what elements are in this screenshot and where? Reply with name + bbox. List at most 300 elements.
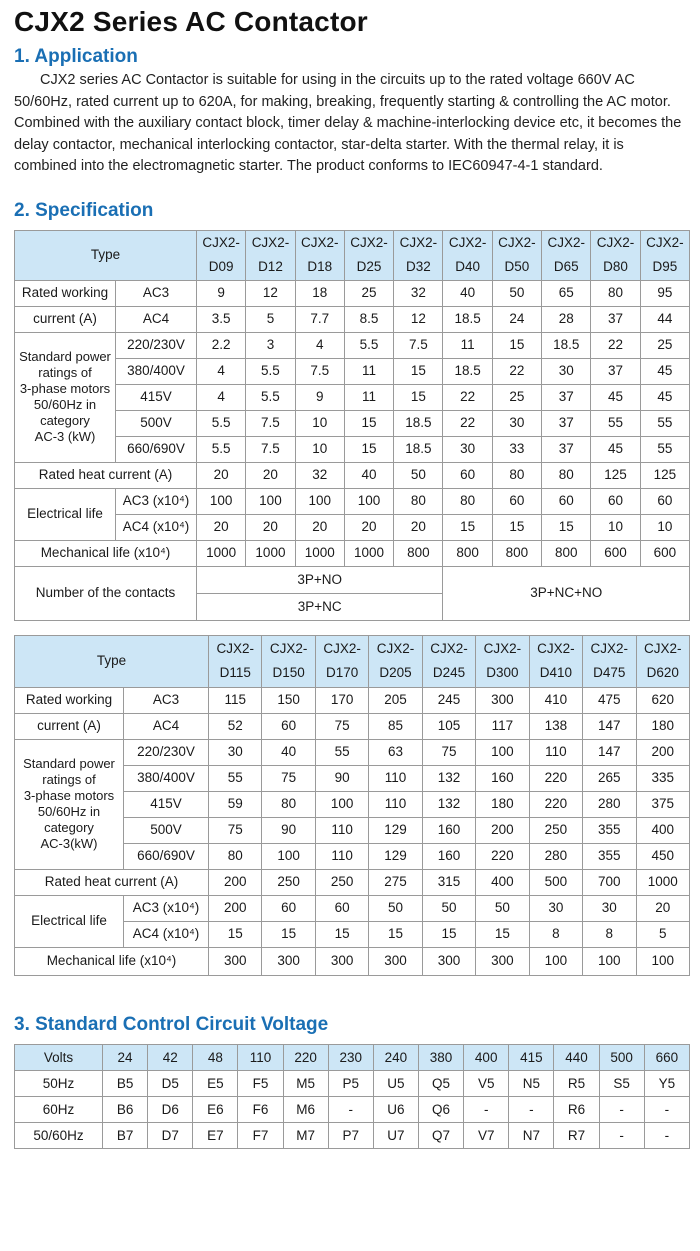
value-cell: 125 bbox=[591, 462, 640, 488]
model-code: D115 bbox=[219, 665, 251, 680]
spec-header-row bbox=[15, 230, 690, 280]
value-cell: 200 bbox=[209, 869, 262, 895]
ac3-label: AC3 bbox=[116, 280, 197, 306]
value-cell: 45 bbox=[591, 384, 640, 410]
power-label-line: ratings of bbox=[38, 365, 92, 380]
value-cell: 100 bbox=[583, 947, 636, 975]
value-cell: 15 bbox=[394, 358, 443, 384]
value-cell: 132 bbox=[422, 765, 475, 791]
coil-code: V5 bbox=[464, 1070, 509, 1096]
value-cell: 22 bbox=[591, 332, 640, 358]
coil-code: R7 bbox=[554, 1122, 599, 1148]
model-header-d25 bbox=[344, 230, 393, 280]
value-cell: 90 bbox=[262, 817, 315, 843]
value-cell: 20 bbox=[295, 514, 344, 540]
model-code: D18 bbox=[307, 259, 333, 274]
value-cell: 37 bbox=[591, 306, 640, 332]
value-cell: 55 bbox=[209, 765, 262, 791]
coil-code: B7 bbox=[103, 1122, 148, 1148]
value-cell: 80 bbox=[492, 462, 541, 488]
coil-code: - bbox=[464, 1096, 509, 1122]
value-cell: 138 bbox=[529, 713, 582, 739]
value-cell: 105 bbox=[422, 713, 475, 739]
coil-code: F6 bbox=[238, 1096, 283, 1122]
value-cell: 250 bbox=[315, 869, 368, 895]
coil-code: E7 bbox=[193, 1122, 238, 1148]
spec-header-row bbox=[15, 635, 690, 687]
power-label-line: 3-phase motors bbox=[19, 381, 111, 396]
model-code: D65 bbox=[553, 259, 579, 274]
voltage-380-label: 380/400V bbox=[124, 765, 209, 791]
frequency-label: 60Hz bbox=[15, 1096, 103, 1122]
value-cell: 4 bbox=[197, 384, 246, 410]
value-cell: 25 bbox=[492, 384, 541, 410]
control-voltage-table bbox=[14, 1044, 690, 1149]
model-code: D80 bbox=[603, 259, 628, 274]
application-heading: 1. Application bbox=[14, 46, 138, 67]
volts-label: Volts bbox=[15, 1044, 103, 1070]
value-cell: 355 bbox=[583, 817, 636, 843]
value-cell: 63 bbox=[369, 739, 422, 765]
value-cell: 15 bbox=[422, 921, 475, 947]
model-code: D40 bbox=[455, 259, 481, 274]
life-ac3-label: AC3 (x10⁴) bbox=[124, 895, 209, 921]
value-cell: 250 bbox=[262, 869, 315, 895]
coil-code: - bbox=[644, 1096, 689, 1122]
model-code: D205 bbox=[379, 665, 412, 680]
value-cell: 280 bbox=[583, 791, 636, 817]
coil-code: M7 bbox=[283, 1122, 328, 1148]
model-header-d115 bbox=[209, 635, 262, 687]
value-cell: 30 bbox=[529, 895, 582, 921]
model-header-d40 bbox=[443, 230, 492, 280]
value-cell: 15 bbox=[443, 514, 492, 540]
value-cell: 10 bbox=[295, 410, 344, 436]
value-cell: 7.5 bbox=[246, 410, 295, 436]
coil-code: D7 bbox=[148, 1122, 193, 1148]
power-label-line: 3-phase motors bbox=[23, 788, 115, 803]
value-cell: 5 bbox=[636, 921, 690, 947]
model-series: CJX2- bbox=[646, 235, 684, 250]
value-cell: 100 bbox=[315, 791, 368, 817]
model-series: CJX2- bbox=[596, 235, 635, 250]
model-series: CJX2- bbox=[269, 641, 308, 656]
value-cell: 55 bbox=[315, 739, 368, 765]
coil-code: P7 bbox=[328, 1122, 373, 1148]
value-cell: 10 bbox=[591, 514, 640, 540]
contacts-value-a: 3P+NO bbox=[197, 566, 443, 593]
value-cell: 100 bbox=[197, 488, 246, 514]
value-cell: 275 bbox=[369, 869, 422, 895]
heat-current-label: Rated heat current (A) bbox=[15, 462, 197, 488]
contacts-row bbox=[15, 566, 690, 593]
coil-code: U5 bbox=[373, 1070, 418, 1096]
value-cell: 1000 bbox=[636, 869, 690, 895]
value-cell: 20 bbox=[344, 514, 393, 540]
value-cell: 450 bbox=[636, 843, 690, 869]
value-cell: 60 bbox=[262, 713, 315, 739]
frequency-label: 50/60Hz bbox=[15, 1122, 103, 1148]
power-label-line: AC-3 (kW) bbox=[34, 429, 96, 444]
value-cell: 50 bbox=[422, 895, 475, 921]
value-cell: 40 bbox=[443, 280, 492, 306]
value-cell: 11 bbox=[344, 384, 393, 410]
model-series: CJX2- bbox=[498, 235, 536, 250]
power-660-row bbox=[15, 436, 690, 462]
value-cell: 220 bbox=[476, 843, 529, 869]
model-series: CJX2- bbox=[300, 235, 339, 250]
type-label: Type bbox=[15, 635, 209, 687]
value-cell: 800 bbox=[394, 540, 443, 566]
model-code: D620 bbox=[646, 665, 679, 680]
value-cell: 10 bbox=[295, 436, 344, 462]
mechanical-life-label: Mechanical life (x10⁴) bbox=[15, 947, 209, 975]
application-text: CJX2 series AC Contactor is suitable for using in the circuits up to the rated voltage 660V AC 50/60Hz, rated current up to 620A, for making, breaking, frequently starting & controlling the AC motor. Combined with the auxiliary contact block, timer delay & machine-interlocking device etc, it becomes the delay contactor, mechanical interlocking contactor, star-delta starter. With the thermal relay, it is combined into the electromagnetic starter. The product conforms to IEC60947-4-1 standard. bbox=[14, 72, 682, 174]
volt-value: 500 bbox=[599, 1044, 644, 1070]
volt-value: 24 bbox=[103, 1044, 148, 1070]
value-cell: 25 bbox=[344, 280, 393, 306]
value-cell: 100 bbox=[246, 488, 295, 514]
value-cell: 100 bbox=[476, 739, 529, 765]
coil-code: - bbox=[328, 1096, 373, 1122]
value-cell: 20 bbox=[394, 514, 443, 540]
value-cell: 115 bbox=[209, 687, 262, 713]
value-cell: 300 bbox=[369, 947, 422, 975]
model-code: D245 bbox=[432, 665, 466, 680]
value-cell: 80 bbox=[262, 791, 315, 817]
value-cell: 129 bbox=[369, 817, 422, 843]
value-cell: 80 bbox=[209, 843, 262, 869]
power-220-row bbox=[15, 739, 690, 765]
value-cell: 315 bbox=[422, 869, 475, 895]
value-cell: 75 bbox=[315, 713, 368, 739]
value-cell: 22 bbox=[443, 384, 492, 410]
value-cell: 3.5 bbox=[197, 306, 246, 332]
value-cell: 80 bbox=[591, 280, 640, 306]
value-cell: 18.5 bbox=[443, 306, 492, 332]
model-series: CJX2- bbox=[448, 235, 487, 250]
value-cell: 15 bbox=[492, 332, 541, 358]
coil-code: N5 bbox=[509, 1070, 554, 1096]
value-cell: 200 bbox=[209, 895, 262, 921]
power-ratings-label bbox=[15, 739, 124, 869]
value-cell: 37 bbox=[542, 436, 591, 462]
coil-code: N7 bbox=[509, 1122, 554, 1148]
power-label-line: category bbox=[40, 413, 90, 428]
value-cell: 15 bbox=[344, 436, 393, 462]
coil-code: S5 bbox=[599, 1070, 644, 1096]
model-series: CJX2- bbox=[430, 641, 468, 656]
value-cell: 5.5 bbox=[197, 410, 246, 436]
value-cell: 18.5 bbox=[394, 436, 443, 462]
model-series: CJX2- bbox=[537, 641, 575, 656]
value-cell: 600 bbox=[640, 540, 689, 566]
model-header-d620 bbox=[636, 635, 690, 687]
value-cell: 30 bbox=[209, 739, 262, 765]
life-ac4-label: AC4 (x10⁴) bbox=[116, 514, 197, 540]
value-cell: 400 bbox=[476, 869, 529, 895]
value-cell: 45 bbox=[640, 384, 689, 410]
coil-code: B6 bbox=[103, 1096, 148, 1122]
model-header-d475 bbox=[583, 635, 636, 687]
coil-code: P5 bbox=[328, 1070, 373, 1096]
specification-heading: 2. Specification bbox=[14, 199, 154, 221]
value-cell: 200 bbox=[476, 817, 529, 843]
volt-value: 380 bbox=[418, 1044, 463, 1070]
model-code: D300 bbox=[486, 665, 519, 680]
model-series: CJX2- bbox=[251, 235, 290, 250]
value-cell: 7.7 bbox=[295, 306, 344, 332]
value-cell: 600 bbox=[591, 540, 640, 566]
model-header-d300 bbox=[476, 635, 529, 687]
value-cell: 5.5 bbox=[246, 358, 295, 384]
model-series: CJX2- bbox=[350, 235, 388, 250]
coil-code: R6 bbox=[554, 1096, 599, 1122]
value-cell: 1000 bbox=[344, 540, 393, 566]
value-cell: 80 bbox=[542, 462, 591, 488]
heat-current-row bbox=[15, 869, 690, 895]
value-cell: 245 bbox=[422, 687, 475, 713]
value-cell: 60 bbox=[542, 488, 591, 514]
value-cell: 355 bbox=[583, 843, 636, 869]
value-cell: 500 bbox=[529, 869, 582, 895]
value-cell: 12 bbox=[394, 306, 443, 332]
model-code: D475 bbox=[593, 665, 626, 680]
value-cell: 8 bbox=[529, 921, 582, 947]
model-code: D410 bbox=[539, 665, 572, 680]
coil-code: E6 bbox=[193, 1096, 238, 1122]
value-cell: 300 bbox=[262, 947, 315, 975]
frequency-label: 50Hz bbox=[15, 1070, 103, 1096]
model-series: CJX2- bbox=[483, 641, 522, 656]
volt-value: 48 bbox=[193, 1044, 238, 1070]
value-cell: 20 bbox=[246, 514, 295, 540]
model-header-d150 bbox=[262, 635, 315, 687]
voltage-660-label: 660/690V bbox=[116, 436, 197, 462]
volt-value: 220 bbox=[283, 1044, 328, 1070]
value-cell: 15 bbox=[394, 384, 443, 410]
value-cell: 12 bbox=[246, 280, 295, 306]
value-cell: 117 bbox=[476, 713, 529, 739]
model-series: CJX2- bbox=[590, 641, 629, 656]
value-cell: 11 bbox=[443, 332, 492, 358]
coil-code: U7 bbox=[373, 1122, 418, 1148]
value-cell: 80 bbox=[394, 488, 443, 514]
power-500-row bbox=[15, 410, 690, 436]
value-cell: 15 bbox=[344, 410, 393, 436]
model-header-d18 bbox=[295, 230, 344, 280]
value-cell: 1000 bbox=[246, 540, 295, 566]
value-cell: 30 bbox=[583, 895, 636, 921]
coil-code: Q5 bbox=[418, 1070, 463, 1096]
value-cell: 40 bbox=[344, 462, 393, 488]
value-cell: 620 bbox=[636, 687, 690, 713]
voltage-220-label: 220/230V bbox=[124, 739, 209, 765]
volt-value: 240 bbox=[373, 1044, 418, 1070]
value-cell: 300 bbox=[315, 947, 368, 975]
value-cell: 180 bbox=[476, 791, 529, 817]
value-cell: 60 bbox=[443, 462, 492, 488]
value-cell: 10 bbox=[640, 514, 689, 540]
value-cell: 55 bbox=[640, 436, 689, 462]
value-cell: 5.5 bbox=[246, 384, 295, 410]
heat-current-label: Rated heat current (A) bbox=[15, 869, 209, 895]
value-cell: 220 bbox=[529, 765, 582, 791]
value-cell: 265 bbox=[583, 765, 636, 791]
value-cell: 30 bbox=[542, 358, 591, 384]
value-cell: 52 bbox=[209, 713, 262, 739]
value-cell: 11 bbox=[344, 358, 393, 384]
coil-code: Q6 bbox=[418, 1096, 463, 1122]
power-label-line: ratings of bbox=[42, 772, 96, 787]
value-cell: 9 bbox=[295, 384, 344, 410]
value-cell: 375 bbox=[636, 791, 690, 817]
frequency-row bbox=[15, 1070, 690, 1096]
model-series: CJX2- bbox=[376, 641, 415, 656]
value-cell: 125 bbox=[640, 462, 689, 488]
value-cell: 59 bbox=[209, 791, 262, 817]
value-cell: 110 bbox=[369, 791, 422, 817]
coil-code: - bbox=[599, 1096, 644, 1122]
frequency-row bbox=[15, 1122, 690, 1148]
value-cell: 160 bbox=[422, 817, 475, 843]
value-cell: 205 bbox=[369, 687, 422, 713]
power-ratings-label bbox=[15, 332, 116, 462]
model-series: CJX2- bbox=[643, 641, 682, 656]
value-cell: 95 bbox=[640, 280, 689, 306]
value-cell: 7.5 bbox=[394, 332, 443, 358]
model-header-d95 bbox=[640, 230, 689, 280]
model-header-d410 bbox=[529, 635, 582, 687]
value-cell: 20 bbox=[197, 462, 246, 488]
value-cell: 24 bbox=[492, 306, 541, 332]
value-cell: 5 bbox=[246, 306, 295, 332]
value-cell: 15 bbox=[542, 514, 591, 540]
model-series: CJX2- bbox=[202, 235, 240, 250]
ac3-current-row bbox=[15, 687, 690, 713]
volt-value: 42 bbox=[148, 1044, 193, 1070]
value-cell: 280 bbox=[529, 843, 582, 869]
volt-value: 400 bbox=[464, 1044, 509, 1070]
value-cell: 50 bbox=[492, 280, 541, 306]
value-cell: 147 bbox=[583, 739, 636, 765]
value-cell: 160 bbox=[422, 843, 475, 869]
value-cell: 40 bbox=[262, 739, 315, 765]
value-cell: 20 bbox=[197, 514, 246, 540]
value-cell: 15 bbox=[209, 921, 262, 947]
value-cell: 100 bbox=[636, 947, 690, 975]
model-code: D95 bbox=[652, 259, 678, 274]
value-cell: 200 bbox=[636, 739, 690, 765]
value-cell: 18.5 bbox=[443, 358, 492, 384]
voltage-415-label: 415V bbox=[116, 384, 197, 410]
volt-value: 230 bbox=[328, 1044, 373, 1070]
value-cell: 150 bbox=[262, 687, 315, 713]
coil-code: M6 bbox=[283, 1096, 328, 1122]
value-cell: 37 bbox=[591, 358, 640, 384]
value-cell: 25 bbox=[640, 332, 689, 358]
rated-working-label: Rated working bbox=[15, 280, 116, 306]
power-415-row bbox=[15, 384, 690, 410]
heat-current-row bbox=[15, 462, 690, 488]
model-header-d170 bbox=[315, 635, 368, 687]
value-cell: 300 bbox=[476, 687, 529, 713]
value-cell: 30 bbox=[443, 436, 492, 462]
value-cell: 75 bbox=[262, 765, 315, 791]
current-a-label: current (A) bbox=[15, 713, 124, 739]
power-label-line: category bbox=[44, 820, 94, 835]
value-cell: 15 bbox=[315, 921, 368, 947]
model-code: D170 bbox=[325, 665, 359, 680]
value-cell: 5.5 bbox=[197, 436, 246, 462]
power-220-row bbox=[15, 332, 690, 358]
coil-code: V7 bbox=[464, 1122, 509, 1148]
value-cell: 110 bbox=[369, 765, 422, 791]
life-ac3-row bbox=[15, 895, 690, 921]
value-cell: 20 bbox=[246, 462, 295, 488]
value-cell: 300 bbox=[476, 947, 529, 975]
value-cell: 335 bbox=[636, 765, 690, 791]
value-cell: 75 bbox=[422, 739, 475, 765]
ac3-label: AC3 bbox=[124, 687, 209, 713]
value-cell: 37 bbox=[542, 384, 591, 410]
volt-value: 415 bbox=[509, 1044, 554, 1070]
coil-code: Q7 bbox=[418, 1122, 463, 1148]
volt-value: 660 bbox=[644, 1044, 689, 1070]
power-label-line: AC-3(kW) bbox=[40, 836, 98, 851]
value-cell: 18.5 bbox=[394, 410, 443, 436]
value-cell: 3 bbox=[246, 332, 295, 358]
value-cell: 2.2 bbox=[197, 332, 246, 358]
value-cell: 15 bbox=[492, 514, 541, 540]
value-cell: 45 bbox=[591, 436, 640, 462]
contacts-value-b: 3P+NC bbox=[197, 593, 443, 620]
model-header-d205 bbox=[369, 635, 422, 687]
volt-value: 110 bbox=[238, 1044, 283, 1070]
value-cell: 700 bbox=[583, 869, 636, 895]
value-cell: 110 bbox=[529, 739, 582, 765]
life-ac4-label: AC4 (x10⁴) bbox=[124, 921, 209, 947]
value-cell: 300 bbox=[422, 947, 475, 975]
coil-code: - bbox=[644, 1122, 689, 1148]
value-cell: 65 bbox=[542, 280, 591, 306]
value-cell: 60 bbox=[262, 895, 315, 921]
page-title: CJX2 Series AC Contactor bbox=[14, 6, 368, 37]
frequency-row bbox=[15, 1096, 690, 1122]
value-cell: 800 bbox=[542, 540, 591, 566]
value-cell: 129 bbox=[369, 843, 422, 869]
model-header-d80 bbox=[591, 230, 640, 280]
voltage-380-label: 380/400V bbox=[116, 358, 197, 384]
value-cell: 60 bbox=[315, 895, 368, 921]
value-cell: 7.5 bbox=[246, 436, 295, 462]
contacts-label: Number of the contacts bbox=[15, 566, 197, 620]
power-label-line: Standard power bbox=[19, 349, 111, 364]
coil-code: U6 bbox=[373, 1096, 418, 1122]
value-cell: 8 bbox=[583, 921, 636, 947]
value-cell: 410 bbox=[529, 687, 582, 713]
volt-value: 440 bbox=[554, 1044, 599, 1070]
value-cell: 475 bbox=[583, 687, 636, 713]
coil-code: M5 bbox=[283, 1070, 328, 1096]
value-cell: 180 bbox=[636, 713, 690, 739]
volts-header-row bbox=[15, 1044, 690, 1070]
value-cell: 8.5 bbox=[344, 306, 393, 332]
value-cell: 30 bbox=[492, 410, 541, 436]
value-cell: 100 bbox=[295, 488, 344, 514]
value-cell: 100 bbox=[529, 947, 582, 975]
value-cell: 18 bbox=[295, 280, 344, 306]
